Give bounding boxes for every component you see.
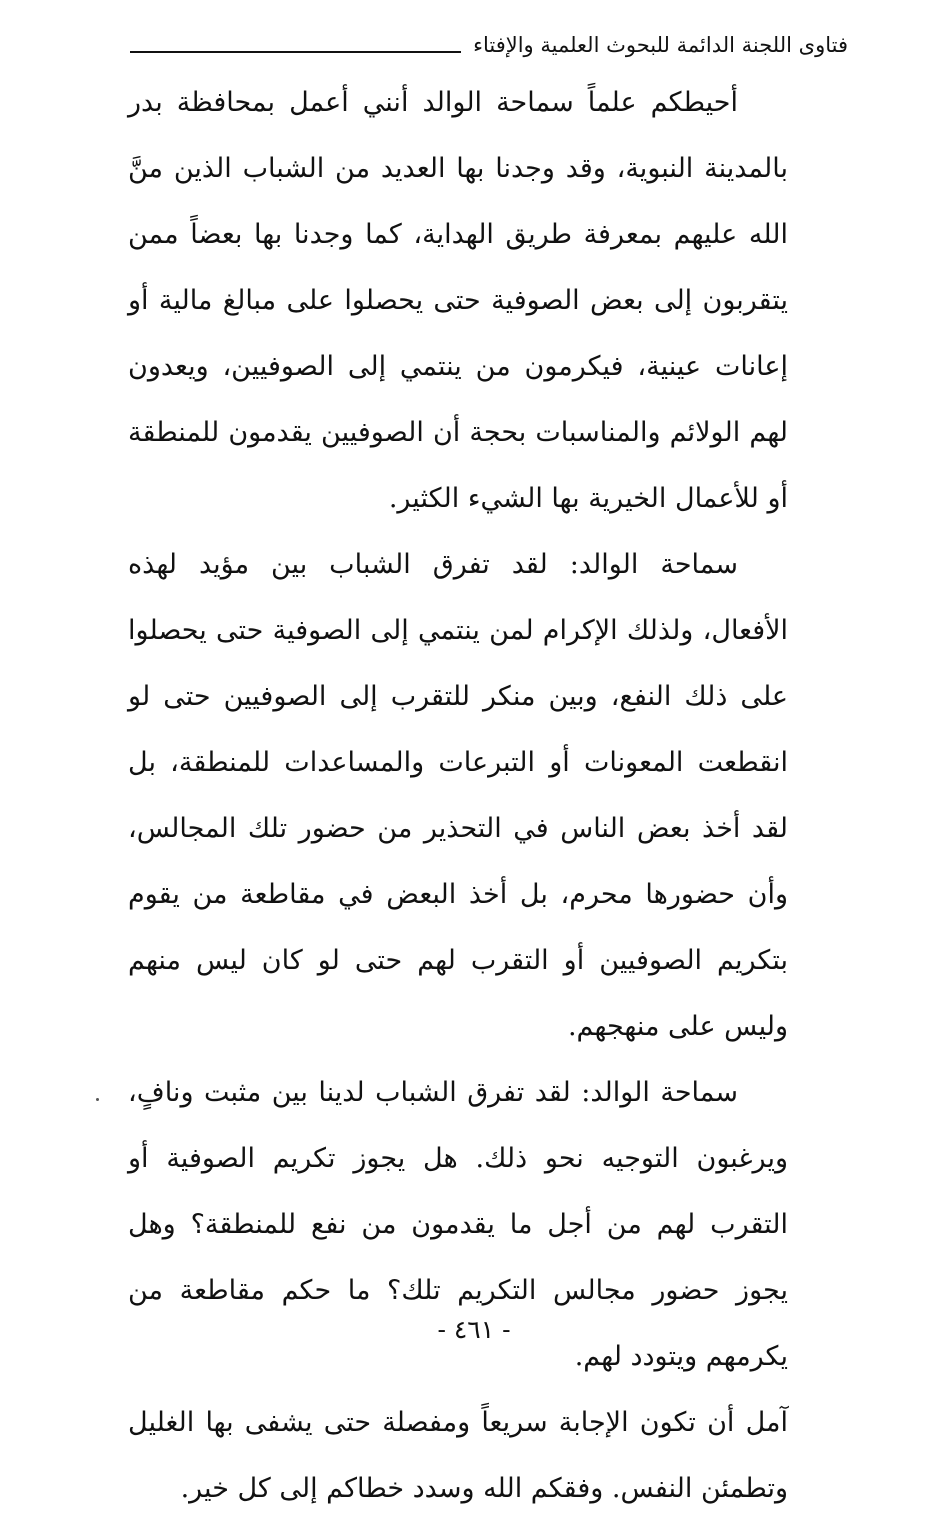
scan-speck xyxy=(96,1098,99,1101)
header-rule xyxy=(130,51,461,53)
running-header xyxy=(130,22,848,56)
paragraph-4: آمل أن تكون الإجابة سريعاً ومفصلة حتى يشفى بها الغليل وتطمئن النفس. وفقكم الله وسدد خطاكم إلى كل خير. xyxy=(128,1407,788,1504)
question-text xyxy=(128,70,788,1522)
book-title: فتاوى اللجنة الدائمة للبحوث العلمية والإفتاء xyxy=(473,33,848,57)
paragraph-3: سماحة الوالد: لقد تفرق الشباب لدينا بين مثبت ونافٍ، ويرغبون التوجيه نحو ذلك. هل يجوز تكريم الصوفية أو التقرب لهم من أجل ما يقدمون من نفع للمنطقة؟ وهل يجوز حضور مجالس التكريم تلك؟ ما حكم مقاطعة من يكرمهم ويتودد لهم. xyxy=(128,1077,788,1372)
paragraph-1: أحيطكم علماً سماحة الوالد أنني أعمل بمحافظة بدر بالمدينة النبوية، وقد وجدنا بها العديد من الشباب الذين منَّ الله عليهم بمعرفة طريق الهداية، كما وجدنا بها بعضاً ممن يتقربون إلى بعض الصوفية حتى يحصلوا على مبالغ مالية أو إعانات عينية، فيكرمون من ينتمي إلى الصوفيين، ويعدون لهم الولائم والمناسبات بحجة أن الصوفيين يقدمون للمنطقة أو للأعمال الخيرية بها الشيء الكثير. xyxy=(128,87,788,514)
page-number: - ٤٦١ - xyxy=(437,1315,511,1344)
paragraph-2: سماحة الوالد: لقد تفرق الشباب بين مؤيد لهذه الأفعال، ولذلك الإكرام لمن ينتمي إلى الصوفية حتى يحصلوا على ذلك النفع، وبين منكر للتقرب إلى الصوفيين حتى لو انقطعت المعونات أو التبرعات والمساعدات للمنطقة، بل لقد أخذ بعض الناس في التحذير من حضور تلك المجالس، وأن حضورها محرم، بل أخذ البعض في مقاطعة من يقوم بتكريم الصوفيين أو التقرب لهم حتى لو كان ليس منهم وليس على منهجهم. xyxy=(128,549,788,1042)
